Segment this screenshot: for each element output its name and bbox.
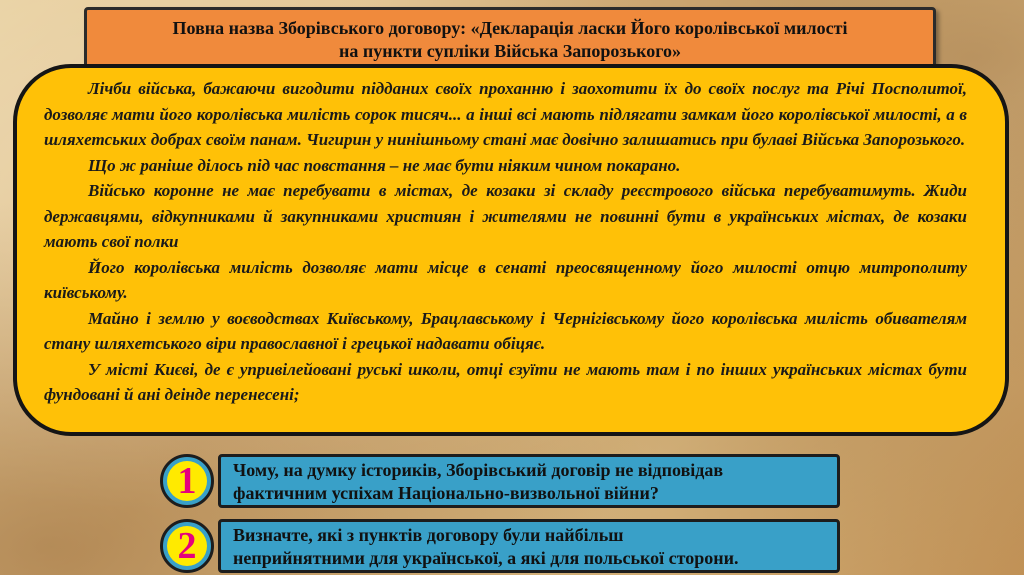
question-number-badge	[160, 519, 214, 573]
treaty-paragraph: Його королівська милість дозволяє мати місце в сенаті преосвященному його милості отцю митрополиту київському.	[44, 257, 967, 302]
treaty-paragraph: Що ж раніше ділось під час повстання – не має бути ніяким чином покарано.	[88, 155, 681, 175]
question-1	[160, 454, 840, 508]
question-line-1: Визначте, які з пунктів договору були найбільш	[233, 525, 624, 545]
question-2	[160, 519, 840, 573]
title-line-1: Повна назва Зборівського договору: «Декларація ласки Його королівської милості	[172, 18, 848, 38]
question-number: 2	[167, 526, 207, 566]
question-number-badge	[160, 454, 214, 508]
treaty-paragraph: Майно і землю у воєводствах Київському, Брацлавському і Чернігівському його королівська милість обивателям стану шляхетського віри православної і грецької надавати обіцяє.	[44, 308, 967, 353]
question-number: 1	[167, 461, 207, 501]
treaty-paragraph: Військо коронне не має перебувати в містах, де козаки зі складу реєстрового війська перебуватимуть. Жиди державцями, відкупниками й закупниками християн і жителями не повинні бути в українських містах, де козаки мають свої полки	[44, 181, 967, 251]
question-line-1: Чому, на думку істориків, Зборівський договір не відповідав	[233, 460, 724, 480]
treaty-paragraph: У місті Києві, де є упривілейовані руські школи, отці єзуїти не мають там і по інших українських містах бути фундовані й ані деінде перенесені;	[44, 359, 967, 404]
question-text-box	[218, 454, 840, 508]
treaty-paragraph: Лічби війська, бажаючи вигодити підданих своїх проханню і заохотити їх до своїх послуг та Річі Посполитої, дозволяє мати його королівська милість сорок тисяч... а інші всі мають підлягати замкам його королівської милості, а в шляхетських добрах своїм панам. Чигирин у нинішньому стані має довічно залишатись при булаві Війська Запорозького.	[44, 79, 967, 149]
question-line-2: фактичним успіхам Національно-визвольної війни?	[233, 483, 659, 503]
title-line-2: на пункти супліки Війська Запорозького»	[339, 41, 681, 61]
treaty-excerpt-box	[13, 64, 1009, 436]
question-text-box	[218, 519, 840, 573]
question-line-2: неприйнятними для української, а які для польської сторони.	[233, 548, 739, 568]
